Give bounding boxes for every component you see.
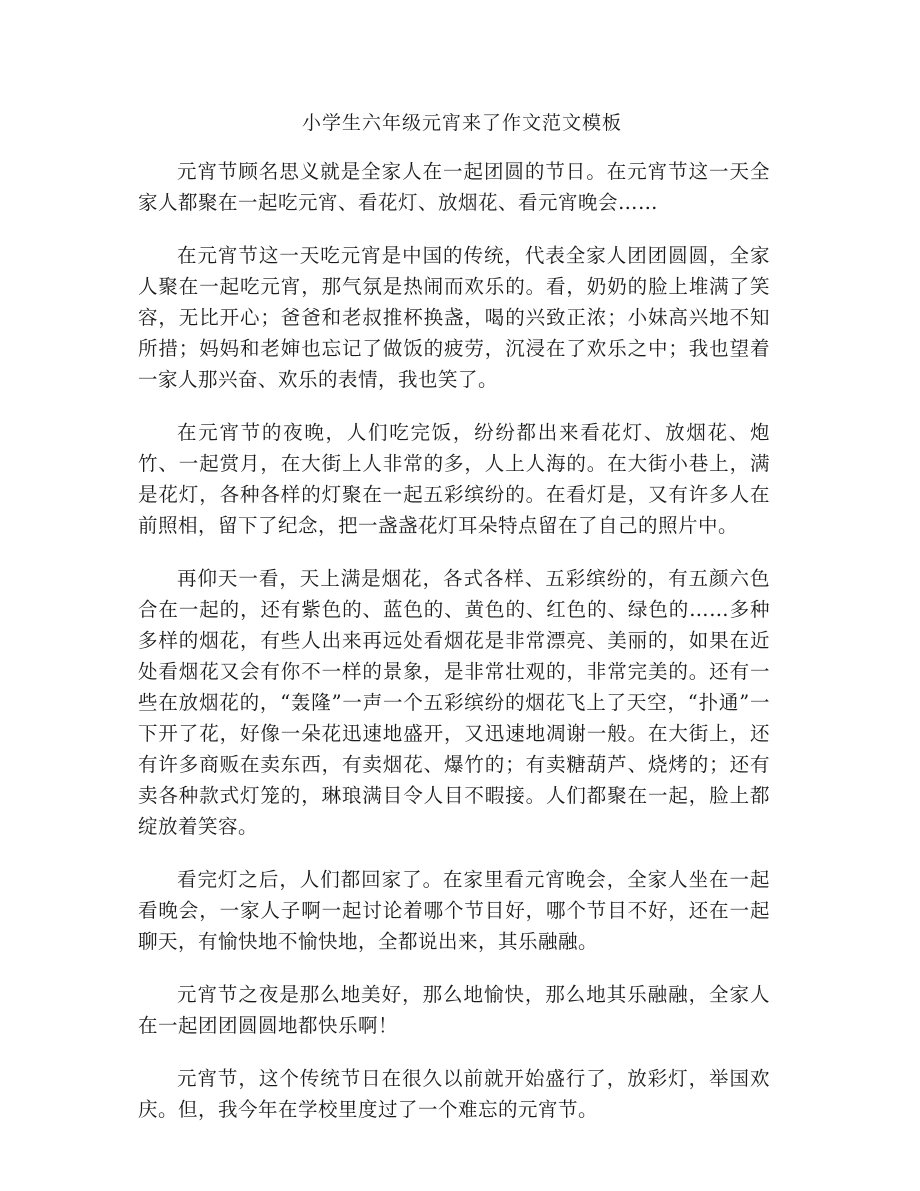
- paragraph-1: 元宵节顾名思义就是全家人在一起团圆的节日。在元宵节这一天全家人都聚在一起吃元宵、看花灯、放烟花、看元宵晚会……: [138, 160, 770, 214]
- paragraph-7: 元宵节，这个传统节日在很久以前就开始盛行了，放彩灯，举国欢庆。但，我今年在学校里度过了一个难忘的元宵节。: [138, 1067, 770, 1121]
- paragraph-4: 再仰天一看，天上满是烟花，各式各样、五彩缤纷的，有五颜六色合在一起的，还有紫色的、蓝色的、黄色的、红色的、绿色的……多种多样的烟花，有些人出来再远处看烟花是非常漂亮、美丽的，如果在近处看烟花又会有你不一样的景象，是非常壮观的，非常完美的。还有一些在放烟花的，“轰隆”一声一个五彩缤纷的烟花飞上了天空，“扑通”一下开了花，好像一朵花迅速地盛开，又迅速地凋谢一般。在大街上，还有许多商贩在卖东西，有卖烟花、爆竹的；有卖糖葫芦、烧烤的；还有卖各种款式灯笼的，琳琅满目令人目不暇接。人们都聚在一起，脸上都绽放着笑容。: [138, 567, 770, 838]
- paragraph-6: 元宵节之夜是那么地美好，那么地愉快，那么地其乐融融，全家人在一起团团圆圆地都快乐啊！: [138, 983, 770, 1037]
- paragraph-5: 看完灯之后，人们都回家了。在家里看元宵晚会，全家人坐在一起看晚会，一家人子啊一起讨论着哪个节目好，哪个节目不好，还在一起聊天，有愉快地不愉快地，全都说出来，其乐融融。: [138, 868, 770, 953]
- document-title: 小学生六年级元宵来了作文范文模板: [301, 112, 622, 134]
- paragraph-2: 在元宵节这一天吃元宵是中国的传统，代表全家人团团圆圆，全家人聚在一起吃元宵，那气氛是热闹而欢乐的。看，奶奶的脸上堆满了笑容，无比开心；爸爸和老叔推杯换盏，喝的兴致正浓；小妹高兴地不知所措；妈妈和老婶也忘记了做饭的疲劳，沉浸在了欢乐之中；我也望着一家人那兴奋、欢乐的表情，我也笑了。: [138, 244, 770, 391]
- paragraph-3: 在元宵节的夜晚，人们吃完饭，纷纷都出来看花灯、放烟花、炮竹、一起赏月，在大街上人非常的多，人上人海的。在大街小巷上，满是花灯，各种各样的灯聚在一起五彩缤纷的。在看灯是，又有许多人在前照相，留下了纪念，把一盏盏花灯耳朵特点留在了自己的照片中。: [138, 421, 770, 537]
- document-page: [138, 108, 770, 1147]
